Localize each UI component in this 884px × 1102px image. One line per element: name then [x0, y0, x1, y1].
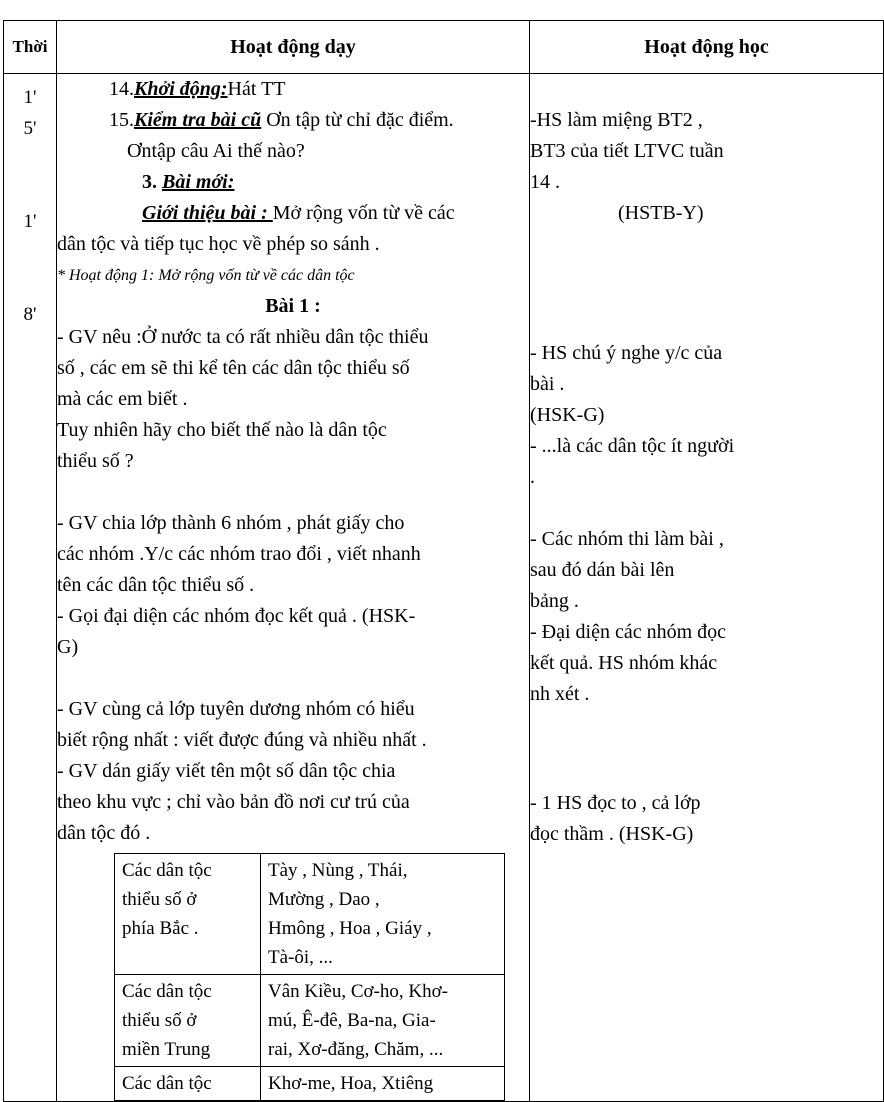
line-group-work-2: các nhóm .Y/c các nhóm trao đổi , viết nhanh — [57, 543, 421, 565]
line-hs-answer-1: - ...là các dân tộc ít người — [530, 435, 735, 457]
review-text: Ơn tập từ chỉ đặc điểm. — [261, 109, 454, 131]
group-region-south — [115, 1067, 261, 1101]
warmup-label: Khởi động: — [134, 78, 228, 100]
names-line: Mường , Dao , — [268, 889, 380, 910]
time-column-cell — [4, 74, 57, 1102]
line-review-question: Ơntập câu Ai thế nào? — [127, 140, 305, 162]
region-line: miền Trung — [122, 1039, 211, 1060]
column-header-learning-activity: Hoạt động học — [530, 21, 884, 74]
exercise-1-heading: Bài 1 : — [265, 295, 321, 317]
names-line: Tà-ôi, ... — [268, 947, 333, 968]
spacer-learn-7 — [530, 710, 883, 741]
review-number: 15. — [109, 109, 134, 131]
line-hs-representative-2: kết quả. HS nhóm khác — [530, 652, 718, 674]
time-mark-1: 1' — [23, 87, 37, 108]
teaching-activity-cell — [57, 74, 530, 1102]
column-header-time: Thời — [4, 21, 57, 74]
line-hs-groups-3: bảng . — [530, 590, 579, 612]
group-region-north — [115, 854, 261, 975]
region-line: thiểu số ở — [122, 1010, 197, 1031]
table-body-row — [4, 74, 884, 1102]
line-hs-level-2: (HSK-G) — [530, 404, 605, 426]
group-names-north — [261, 854, 505, 975]
line-call-representative-2: G) — [57, 636, 79, 658]
introduction-label: Giới thiệu bài : — [142, 202, 273, 224]
line-group-work-1: - GV chia lớp thành 6 nhóm , phát giấy cho — [57, 512, 405, 534]
line-paste-paper-2: theo khu vực ; chỉ vào bản đồ nơi cư trú của — [57, 791, 410, 813]
line-hs-representative-3: nh xét . — [530, 683, 590, 705]
table-row — [115, 854, 505, 975]
table-header-row — [4, 21, 884, 74]
learning-activity-cell — [530, 74, 884, 1102]
line-hs-representative-1: - Đại diện các nhóm đọc — [530, 621, 727, 643]
table-row — [115, 1067, 505, 1101]
spacer-1 — [57, 477, 529, 508]
spacer-learn-6 — [530, 493, 883, 524]
line-hs-listen-1: - HS chú ý nghe y/c của — [530, 342, 723, 364]
names-line: Tày , Nùng , Thái, — [268, 860, 408, 881]
warmup-text: Hát TT — [227, 78, 286, 100]
spacer-learn-5 — [530, 322, 883, 338]
line-gv-statement-2: số , các em sẽ thi kể tên các dân tộc thiểu số — [57, 357, 410, 379]
line-hs-groups-2: sau đó dán bài lên — [530, 559, 675, 581]
line-praise-2: biết rộng nhất : viết được đúng và nhiều nhất . — [57, 729, 427, 751]
time-mark-2: 5' — [23, 118, 37, 139]
introduction-text: Mở rộng vốn từ về các — [272, 202, 455, 224]
region-line: Các dân tộc — [122, 1073, 212, 1094]
new-lesson-label: Bài mới: — [162, 171, 235, 193]
region-line: thiểu số ở — [122, 889, 197, 910]
region-line: phía Bắc . — [122, 918, 199, 939]
review-label: Kiểm tra bài cũ — [134, 109, 262, 131]
region-line: Các dân tộc — [122, 981, 212, 1002]
line-praise-1: - GV cùng cả lớp tuyên dương nhóm có hiểu — [57, 698, 415, 720]
line-group-work-3: tên các dân tộc thiểu số . — [57, 574, 255, 596]
line-activity-1-title: * Hoạt động 1: Mở rộng vốn từ về các dân tộc — [57, 267, 355, 284]
table-row — [115, 975, 505, 1067]
line-hs-oral-1: -HS làm miệng BT2 , — [530, 109, 703, 131]
line-hs-answer-2: . — [530, 466, 535, 488]
names-line: rai, Xơ-đăng, Chăm, ... — [268, 1039, 444, 1060]
line-introduction — [57, 198, 529, 229]
names-line: Vân Kiều, Cơ-ho, Khơ- — [268, 981, 448, 1002]
line-review — [57, 105, 529, 136]
column-header-teaching-activity: Hoạt động dạy — [57, 21, 530, 74]
time-mark-4: 8' — [23, 304, 37, 325]
line-hs-oral-2: BT3 của tiết LTVC tuần — [530, 140, 724, 162]
group-region-central — [115, 975, 261, 1067]
spacer-learn-1 — [530, 74, 883, 105]
line-hs-level-1: (HSTB-Y) — [618, 202, 704, 224]
group-names-central — [261, 975, 505, 1067]
spacer-learn-9 — [530, 772, 883, 788]
names-line: Khơ-me, Hoa, Xtiêng — [268, 1073, 434, 1094]
line-gv-statement-3: mà các em biết . — [57, 388, 188, 410]
spacer-learn-8 — [530, 741, 883, 772]
line-gv-question-1: Tuy nhiên hãy cho biết thế nào là dân tộc — [57, 419, 387, 441]
spacer-learn-3 — [530, 260, 883, 291]
line-hs-read-aloud-2: đọc thầm . (HSK-G) — [530, 823, 694, 845]
line-hs-listen-2: bài . — [530, 373, 565, 395]
names-line: Hmông , Hoa , Giáy , — [268, 918, 432, 939]
ethnic-groups-table — [114, 853, 505, 1101]
region-line: Các dân tộc — [122, 860, 212, 881]
line-call-representative-1: - Gọi đại diện các nhóm đọc kết quả . (HSK- — [57, 605, 416, 627]
line-new-lesson — [57, 167, 529, 198]
spacer-2 — [57, 663, 529, 694]
names-line: mú, Ê-đê, Ba-na, Gia- — [268, 1010, 436, 1031]
line-gv-question-2: thiểu số ? — [57, 450, 134, 472]
line-introduction-cont: dân tộc và tiếp tục học về phép so sánh . — [57, 233, 380, 255]
group-names-south — [261, 1067, 505, 1101]
line-paste-paper-1: - GV dán giấy viết tên một số dân tộc chia — [57, 760, 396, 782]
line-hs-oral-3: 14 . — [530, 171, 560, 193]
line-hs-read-aloud-1: - 1 HS đọc to , cả lớp — [530, 792, 701, 814]
line-paste-paper-3: dân tộc đó . — [57, 822, 151, 844]
line-warmup — [57, 74, 529, 105]
time-mark-3: 1' — [23, 211, 37, 232]
new-lesson-number: 3. — [142, 171, 162, 193]
lesson-plan-table — [3, 20, 884, 1102]
warmup-number: 14. — [109, 78, 134, 100]
line-gv-statement-1: - GV nêu :Ở nước ta có rất nhiều dân tộc thiểu — [57, 326, 429, 348]
spacer-learn-4 — [530, 291, 883, 322]
spacer-learn-2 — [530, 229, 883, 260]
line-hs-groups-1: - Các nhóm thi làm bài , — [530, 528, 724, 550]
